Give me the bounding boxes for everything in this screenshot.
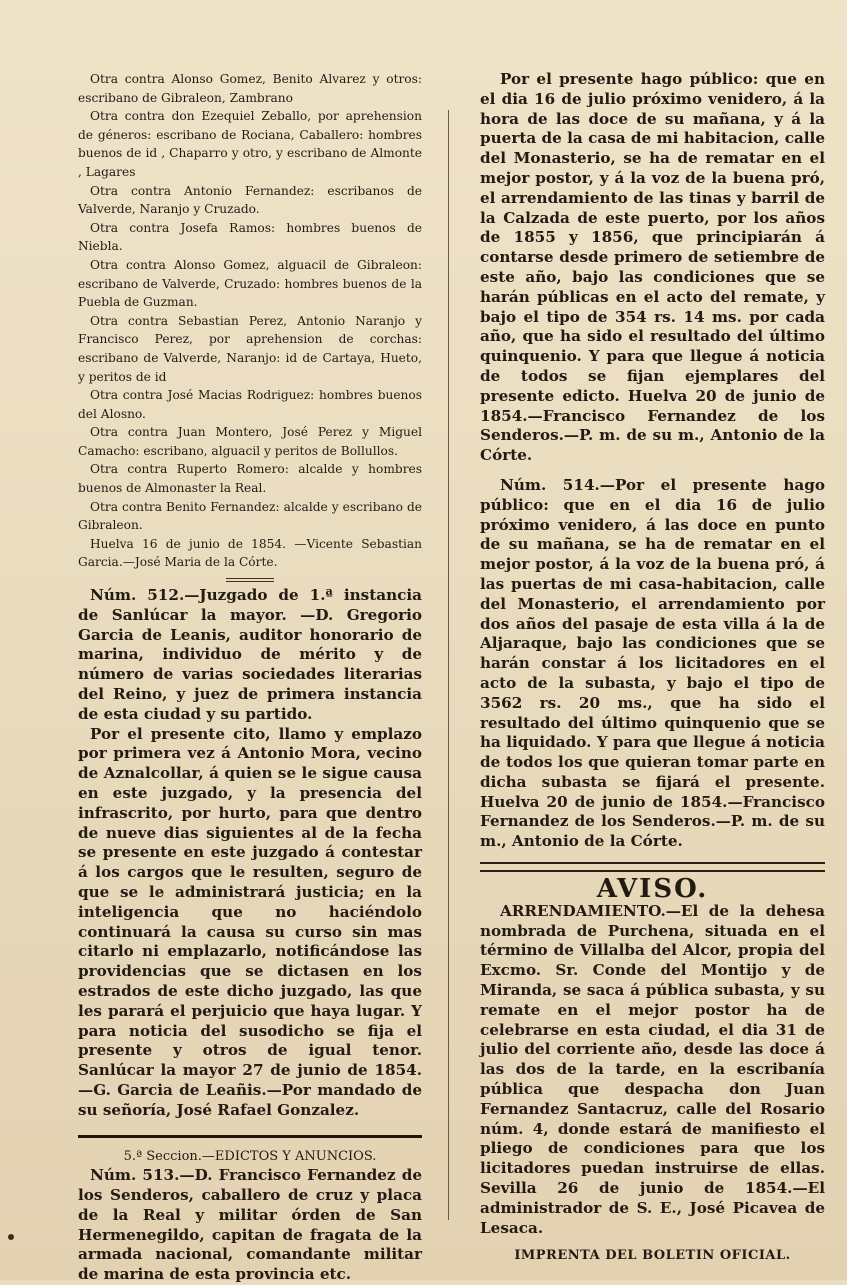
cause-entry: Otra contra Sebastian Perez, Antonio Naranjo y Francisco Perez, por aprehension de corchas: escribano de Valverde, Naranjo: id de Cartaya, Hueto, y peritos de id [78,313,422,384]
double-separator [480,862,825,872]
notice-513-continuation: Por el presente hago público: que en el dia 16 de julio próximo venidero, á la hora de las doce de su mañana, y á la puerta de la casa de mi habitacion, calle del Monasterio, se ha de rematar en el mejor postor, y á la voz de la buena pró, el arrendamiento de las tinas y barril de la Calzada de este puerto, por los años de 1855 y 1856, que principiarán á contarse desde primero de setiembre de este año, bajo las condiciones que se harán públicas en el acto del remate, y bajo el tipo de 354 rs. 14 ms. por cada año, que ha sido el resultado del último quinquenio. Y para que llegue á noticia de todos se fijan ejemplares del presente edicto. Huelva 20 de junio de 1854.—Francisco Fernandez de los Senderos.—P. m. de su m., Antonio de la Córte. [480,70,825,465]
notice-513-heading: Núm. 513.—D. Francisco Fernandez de los Senderos, caballero de cruz y placa de la Real y militar órden de San Hermenegildo, capitan de fragata de la armada nacional, comandante militar de marina de esta provincia etc. [78,1166,422,1284]
notice-512 [78,586,422,1121]
left-column [78,70,422,1284]
cause-entry: Otra contra Alonso Gomez, alguacil de Gibraleon: escribano de Valverde, Cruzado: hombres buenos de la Puebla de Guzman. [78,257,422,310]
right-column [480,70,825,1264]
aviso-title: AVISO. [596,874,709,905]
cause-entry: Otra contra Alonso Gomez, Benito Alvarez y otros: escribano de Gibraleon, Zambrano [78,72,422,105]
notice-512-heading: Núm. 512.—Juzgado de 1.ª instancia de Sanlúcar la mayor. —D. Gregorio Garcia de Leanis, auditor honorario de marina, individuo de mérito y de número de varias sociedades literarias del Reino, y juez de primera instancia de esta ciudad y su partido. [78,586,422,723]
notice-512-body: Por el presente cito, llamo y emplazo por primera vez á Antonio Mora, vecino de Aznalcollar, á quien se le sigue causa en este juzgado, y la presencia del infrascrito, por hurto, para que dentro de nueve dias siguientes al de la fecha se presente en este juzgado á contestar á los cargos que le resulten, seguro de que se le administrará justicia; en la inteligencia que no haciéndolo continuará la causa su curso sin mas citarlo ni emplazarlo, notificándose las providencias que se dictasen en los estrados de este dicho juzgado, las que les parará el perjuicio que haya lugar. Y para noticia del susodicho se fija el presente y otros de igual tenor. Sanlúcar la mayor 27 de junio de 1854.—G. Garcia de Leañis.—Por mandado de su señoría, José Rafael Gonzalez. [78,724,422,1119]
printer-imprint: IMPRENTA DEL BOLETIN OFICIAL. [514,1248,791,1264]
column-divider [448,110,449,1220]
section-heading: 5.ª Seccion.—EDICTOS Y ANUNCIOS. [123,1148,377,1164]
ink-dot [8,1234,14,1240]
wide-separator [78,1135,422,1138]
cause-entry: Otra contra Benito Fernandez: alcalde y escribano de Gibraleon. [78,499,422,533]
spacer [480,466,825,476]
aviso-body: ARRENDAMIENTO.—El de la dehesa nombrada de Purchena, situada en el término de Villalba del Alcor, propia del Excmo. Sr. Conde del Montijo y de Miranda, se saca á pública subasta, y su remate en el mejor postor ha de celebrarse en esta ciudad, el dia 31 de julio del corriente año, desde las doce á las dos de la tarde, en la escribanía pública que despacha don Juan Fernandez Santacruz, calle del Rosario núm. 4, donde estará de manifiesto el pliego de condiciones para que los licitadores puedan instruirse de ellas. Sevilla 26 de junio de 1854.—El administrador de S. E., José Picavea de Lesaca. [480,901,825,1237]
short-separator [226,578,274,582]
cause-entry: Otra contra Antonio Fernandez: escribanos de Valverde, Naranjo y Cruzado. [78,183,422,217]
cause-entry: Otra contra José Macias Rodriguez: hombres buenos del Alosno. [78,388,422,421]
cause-entry: Otra contra don Ezequiel Zeballo, por aprehension de géneros: escribano de Rociana, Caballero: hombres buenos de id , Chaparro y otro, y escribano de Almonte , Lagares [78,109,422,179]
closing-signature: Huelva 16 de junio de 1854. —Vicente Sebastian Garcia.—José Maria de la Córte. [78,536,422,570]
cause-entry: Otra contra Ruperto Romero: alcalde y hombres buenos de Almonaster la Real. [78,462,422,496]
cause-entry: Otra contra Josefa Ramos: hombres buenos de Niebla. [78,220,422,254]
notice-513 [78,1166,422,1285]
cause-entry: Otra contra Juan Montero, José Perez y Miguel Camacho: escribano, alguacil y peritos de Bollullos. [78,425,422,458]
notice-514: Núm. 514.—Por el presente hago público: que en el dia 16 de julio próximo venidero, á las doce en punto de su mañana, se ha de rematar en el mejor postor, á la voz de la buena pró, á las puertas de mi casa-habitacion, calle del Monasterio, el arrendamiento por dos años del pasaje de esta villa á la de Aljaraque, bajo las condiciones que se harán constar á los licitadores en el acto de la subasta, y bajo el tipo de 3562 rs. 20 ms., que ha sido el resultado del último quinquenio que se ha liquidado. Y para que llegue á noticia de todos los que quieran tomar parte en dicha subasta se fijará el presente. Huelva 20 de junio de 1854.—Francisco Fernandez de los Senderos.—P. m. de su m., Antonio de la Córte. [480,475,825,851]
